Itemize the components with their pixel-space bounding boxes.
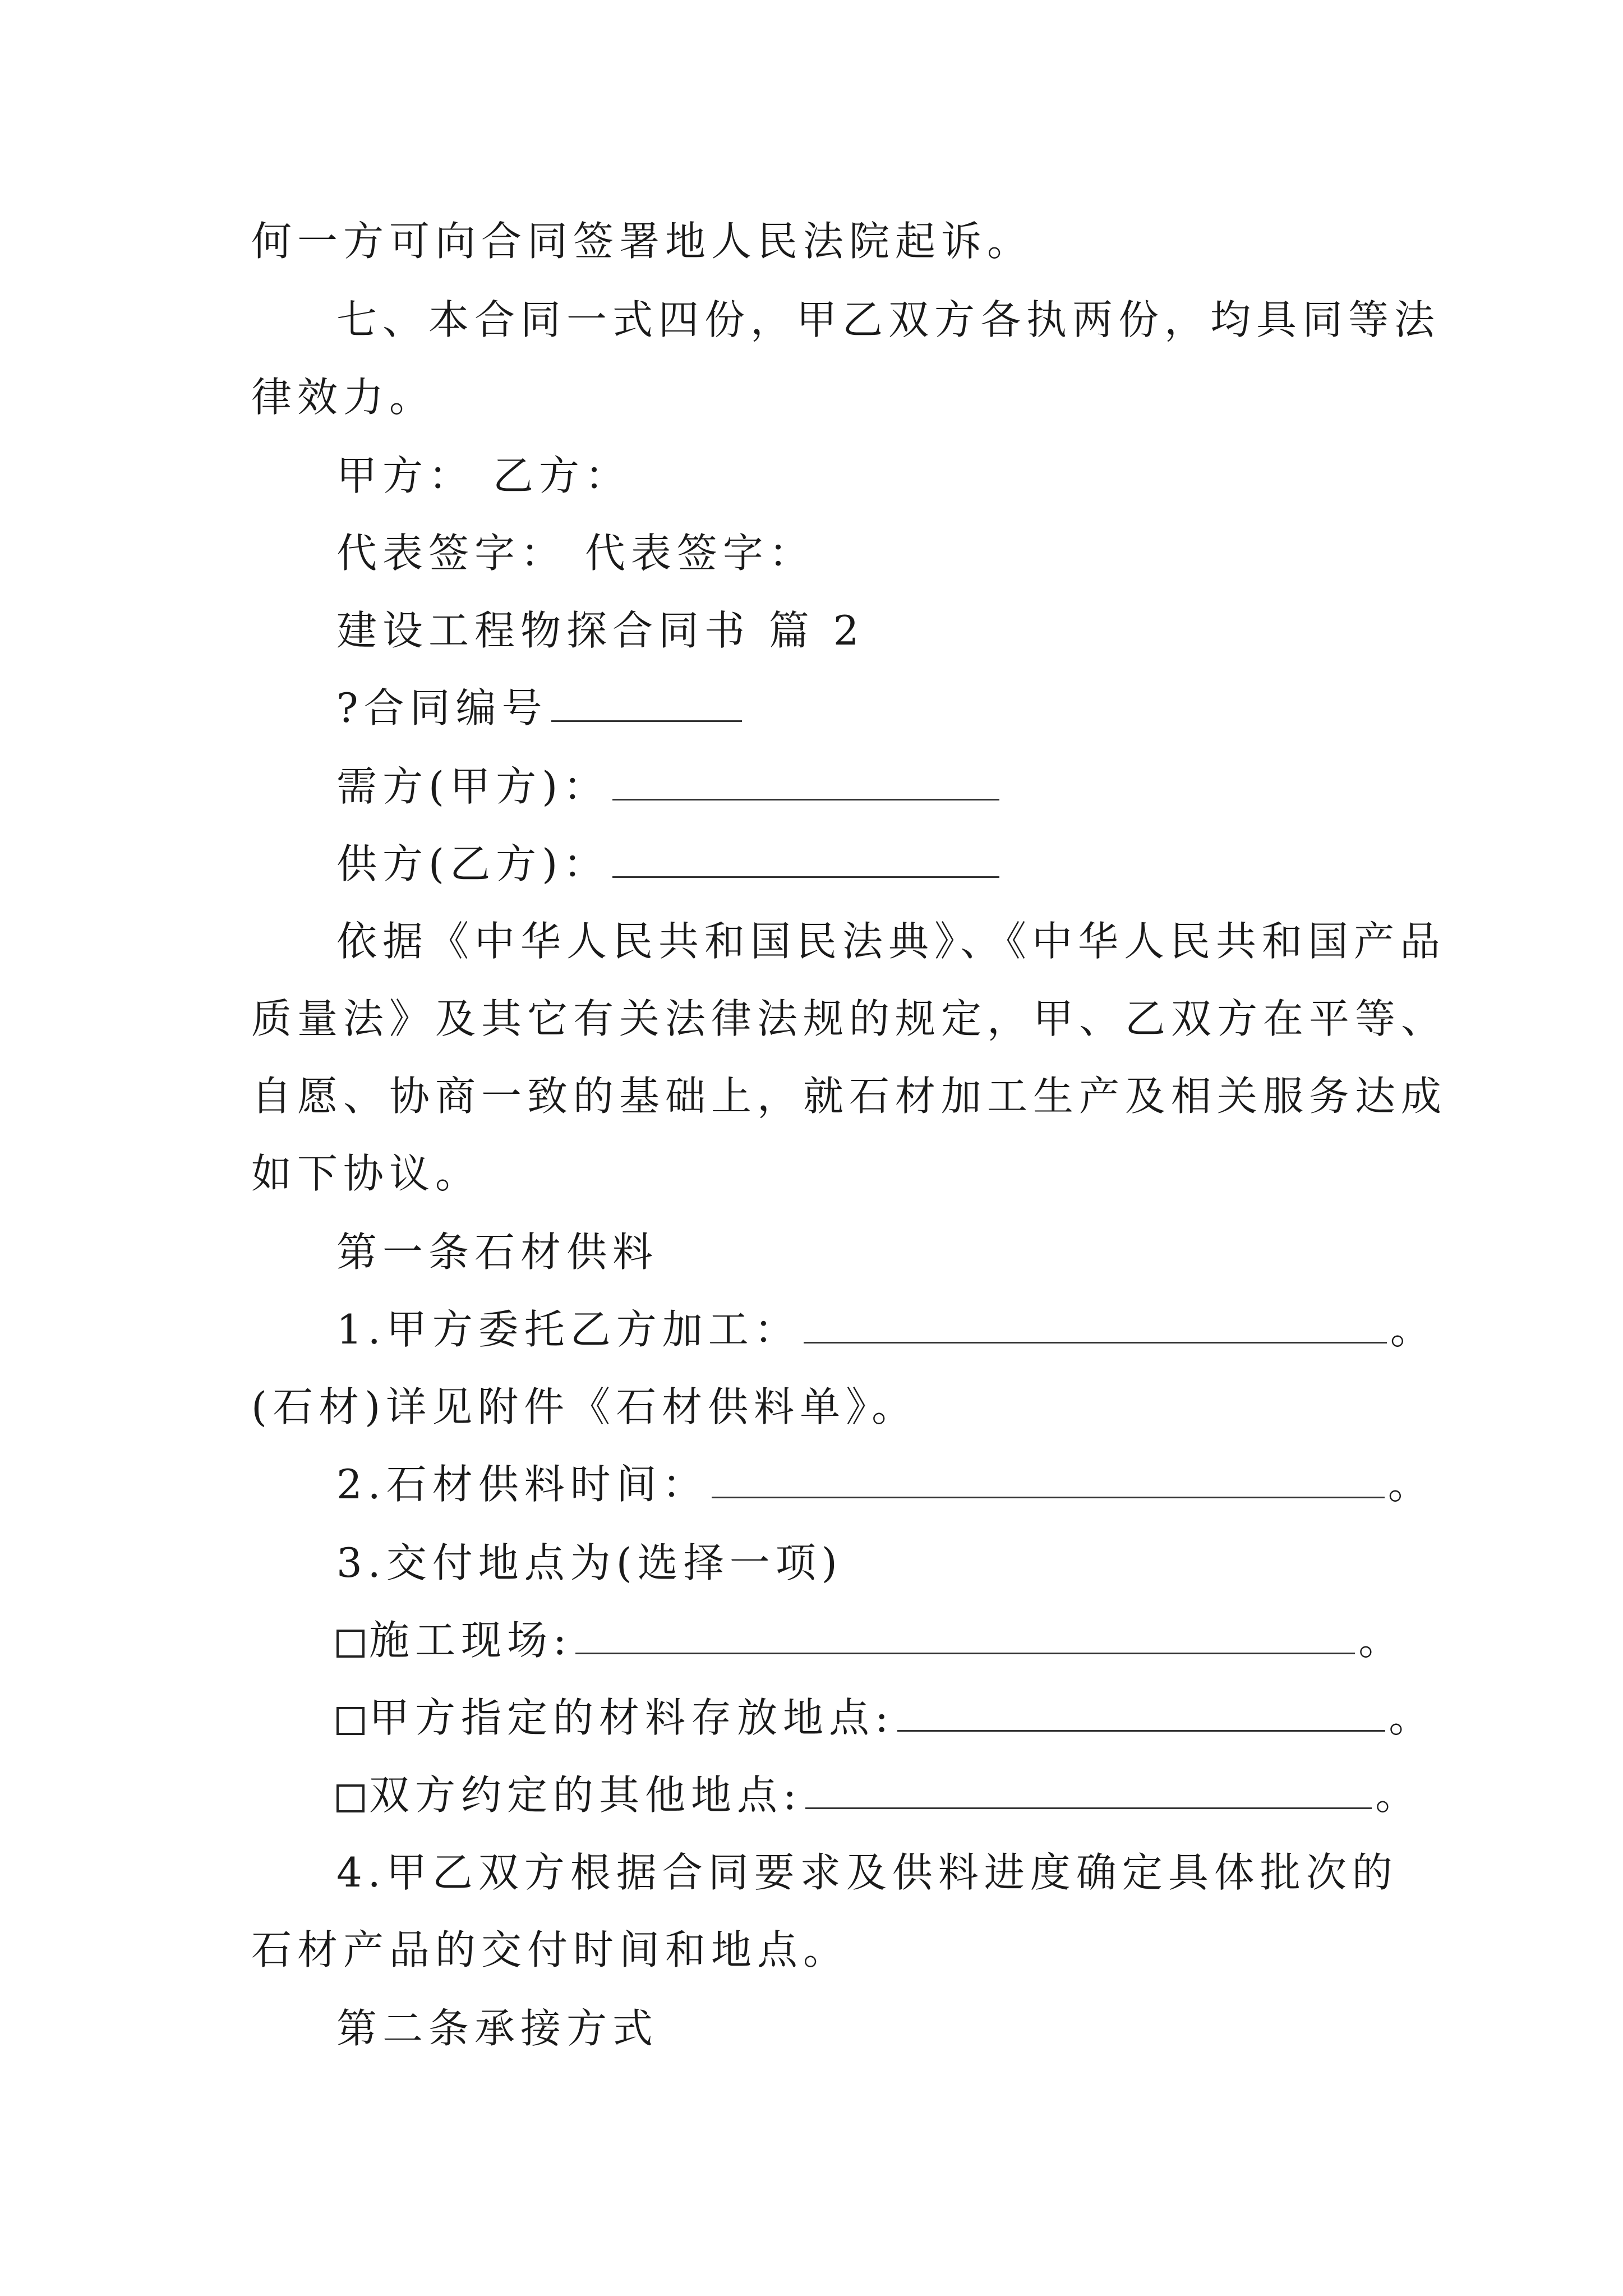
item-two (336, 1451, 1434, 1518)
section-heading: 建设工程物探合同书 篇 2 (336, 607, 865, 654)
option-other (336, 1761, 1422, 1829)
contract-number-label: ?合同编号 (336, 684, 548, 731)
text-line: 何一方可向合同签署地人民法院起诉。 (251, 218, 1034, 265)
body-paragraph-line: 质量法》及其它有关法律法规的规定，甲、乙双方在平等、 (251, 995, 1447, 1042)
contract-number-blank (551, 685, 742, 722)
buyer-field (336, 753, 1390, 820)
option-site (336, 1607, 1405, 1674)
clause-seven-line: 七、本合同一式四份，甲乙双方各执两份，均具同等法 (336, 296, 1441, 343)
checkbox-icon (336, 1630, 365, 1658)
item-three: 3.交付地点为(选择一项) (336, 1539, 843, 1586)
text-line: 石材产品的交付时间和地点。 (251, 1926, 850, 1973)
item-four: 4.甲乙双方根据合同要求及供料进度确定具体批次的 (336, 1849, 1398, 1896)
option-other-end: 。 (1375, 1772, 1422, 1819)
text-line: (石材)详见附件《石材供料单》。 (251, 1383, 918, 1430)
option-storage (336, 1684, 1435, 1751)
item-one-blank (804, 1307, 1387, 1343)
option-site-end: 。 (1358, 1617, 1405, 1664)
checkbox-icon (336, 1707, 365, 1735)
article-heading: 第一条石材供料 (336, 1228, 659, 1276)
option-storage-label: 甲方指定的材料存放地点: (369, 1694, 895, 1741)
buyer-blank (612, 764, 999, 800)
item-two-label: 2.石材供料时间： (336, 1461, 708, 1508)
buyer-label: 需方(甲方)： (336, 763, 610, 810)
text-line: 律效力。 (251, 374, 436, 421)
body-paragraph-line: 如下协议。 (251, 1150, 482, 1197)
option-storage-end: 。 (1389, 1694, 1435, 1741)
option-other-label: 双方约定的其他地点: (369, 1772, 803, 1819)
body-paragraph-line: 依据《中华人民共和国民法典》、《中华人民共和国产品 (336, 918, 1446, 965)
supplier-field (336, 830, 1390, 898)
supplier-label: 供方(乙方)： (336, 840, 610, 887)
supplier-blank (612, 841, 999, 878)
article-heading: 第二条承接方式 (336, 2005, 659, 2052)
option-site-blank (575, 1618, 1355, 1654)
option-other-blank (805, 1773, 1372, 1809)
item-one-label: 1.甲方委托乙方加工： (336, 1306, 800, 1353)
item-one (336, 1296, 1436, 1363)
item-two-blank (712, 1462, 1385, 1498)
option-site-label: 施工现场: (369, 1617, 573, 1664)
signature-labels: 代表签字： 代表签字： (336, 530, 815, 577)
contract-number-field (336, 674, 1390, 742)
item-two-end: 。 (1387, 1461, 1434, 1508)
party-labels: 甲方： 乙方： (336, 452, 631, 499)
checkbox-icon (336, 1784, 365, 1812)
body-paragraph-line: 自愿、协商一致的基础上，就石材加工生产及相关服务达成 (251, 1073, 1447, 1120)
item-one-end: 。 (1390, 1306, 1436, 1353)
option-storage-blank (897, 1695, 1385, 1732)
